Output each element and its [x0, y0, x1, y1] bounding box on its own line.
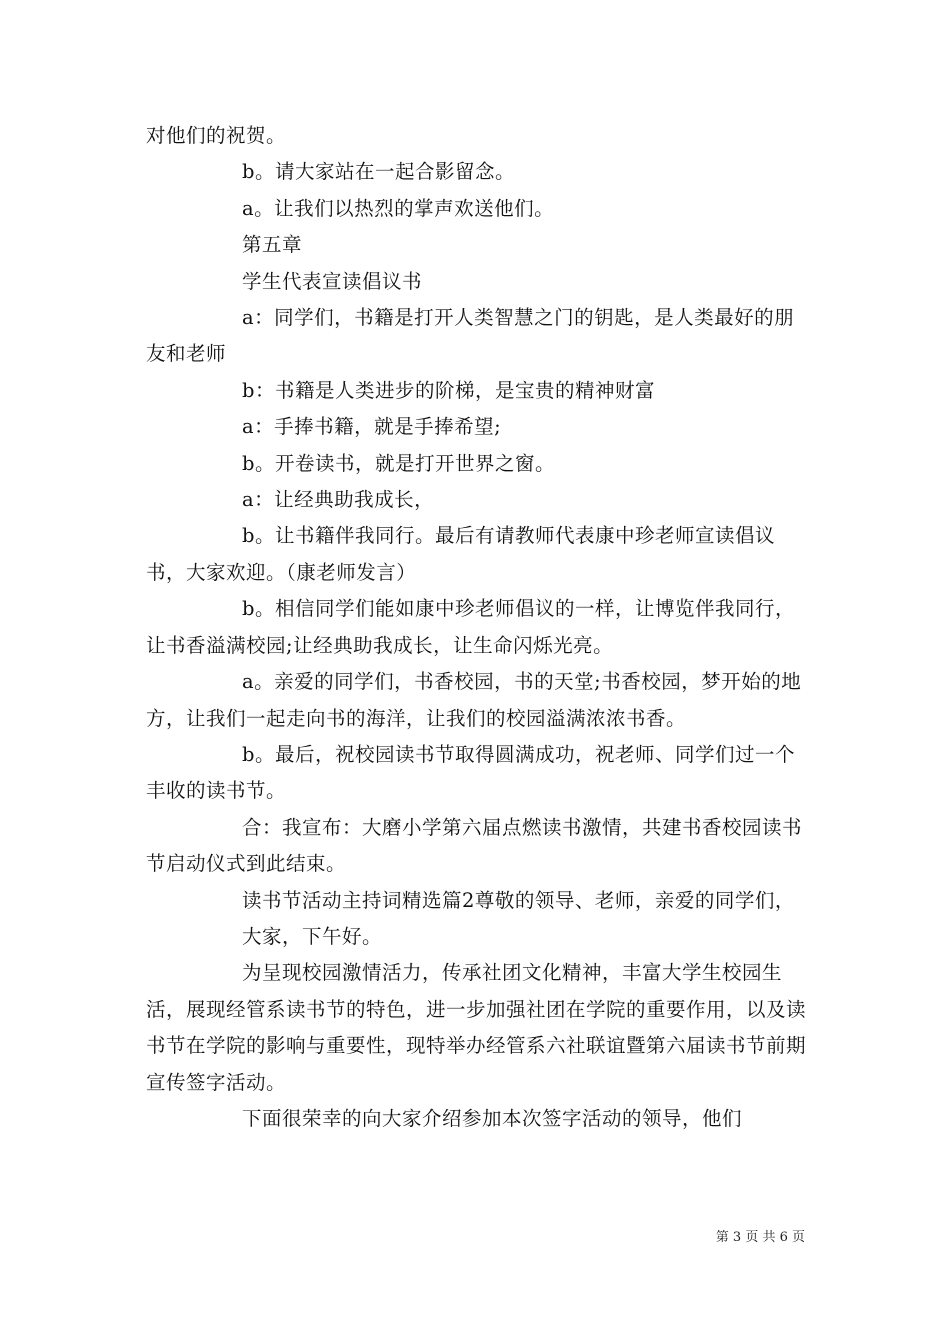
paragraph: 合：我宣布：大磨小学第六届点燃读书激情，共建书香校园读书节启动仪式到此结束。	[146, 815, 803, 876]
paragraph: a：同学们，书籍是打开人类智慧之门的钥匙，是人类最好的朋友和老师	[146, 306, 795, 366]
paragraph: 下面很荣幸的向大家介绍参加本次签字活动的领导，他们	[242, 1106, 743, 1130]
paragraph: b。让书籍伴我同行。最后有请教师代表康中珍老师宣读倡议书，大家欢迎。（康老师发言）	[146, 524, 775, 584]
document-body	[146, 118, 812, 1137]
paragraph: b：书籍是人类进步的阶梯，是宝贵的精神财富	[242, 378, 655, 402]
paragraph: b。开卷读书，就是打开世界之窗。	[242, 451, 555, 475]
paragraph: 对他们的祝贺。	[146, 124, 287, 147]
paragraph: a。亲爱的同学们，书香校园，书的天堂;书香校园，梦开始的地方，让我们一起走向书的海洋，让我们的校园溢满浓浓书香。	[146, 670, 802, 730]
paragraph: a：手捧书籍，就是手捧希望;	[242, 415, 502, 439]
page-number-footer: 第 3 页 共 6 页	[715, 1230, 805, 1245]
chapter-heading: 第五章	[242, 233, 303, 257]
paragraph: 为呈现校园激情活力，传承社团文化精神，丰富大学生校园生活，展现经管系读书节的特色，进一步加强社团在学院的重要作用，以及读书节在学院的影响与重要性，现特举办经管系六社联谊暨第六届读书节前期宣传签字活动。	[146, 961, 807, 1094]
paragraph: b。相信同学们能如康中珍老师倡议的一样，让博览伴我同行，让书香溢满校园;让经典助我成长，让生命闪烁光亮。	[146, 597, 795, 657]
paragraph: b。最后，祝校园读书节取得圆满成功，祝老师、同学们过一个丰收的读书节。	[146, 742, 795, 803]
paragraph: a：让经典助我成长，	[242, 488, 435, 512]
paragraph: a。让我们以热烈的掌声欢送他们。	[242, 196, 555, 220]
section-heading: 学生代表宣读倡议书	[242, 269, 423, 293]
paragraph: 大家，下午好。	[242, 924, 383, 948]
paragraph: 读书节活动主持词精选篇2尊敬的领导、老师，亲爱的同学们，	[242, 888, 795, 912]
paragraph: b。请大家站在一起合影留念。	[242, 160, 515, 184]
